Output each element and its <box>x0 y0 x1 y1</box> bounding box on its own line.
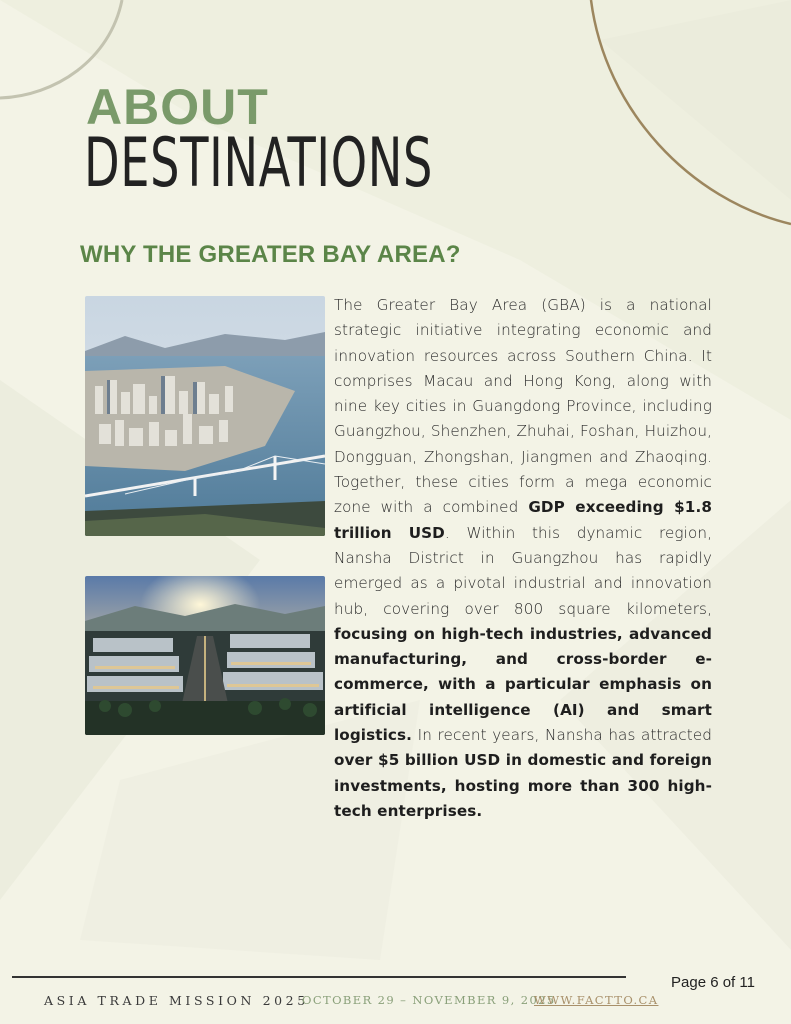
body-paragraph <box>334 293 712 824</box>
body-highlight-industries: focusing on high-tech industries, advanced manufacturing, and cross-border e-commerce, with a particular emphasis on artificial intelligence (AI) and smart logistics. <box>334 624 712 745</box>
footer-dates: OCTOBER 29 – NOVEMBER 9, 2025 <box>302 993 556 1007</box>
body-highlight-gdp: GDP exceeding $1.8 trillion USD <box>334 498 712 542</box>
body-highlight-investments: over $5 billion USD in domestic and foreign investments, hosting more than 300 high-tech enterprises. <box>334 751 712 820</box>
body-text-3: In recent years, Nansha has attracted <box>412 726 712 745</box>
footer-divider <box>12 976 626 978</box>
title-about: ABOUT <box>86 79 269 135</box>
decorative-arc-top-right <box>560 0 791 230</box>
nansha-district-photo <box>85 576 325 735</box>
title-destinations: DESTINATIONS <box>84 124 434 203</box>
city-skyline-bridge-photo <box>85 296 325 536</box>
footer-event-name: ASIA TRADE MISSION 2025 <box>44 993 309 1008</box>
page-number: Page 6 of 11 <box>671 974 755 991</box>
body-text-2: . Within this dynamic region, Nansha District in Guangzhou has rapidly emerged as a pivotal industrial and innovation hub, covering over 800 square kilometers, <box>334 523 713 618</box>
section-heading: WHY THE GREATER BAY AREA? <box>80 241 461 268</box>
footer-website-link[interactable]: WWW.FACTTO.CA <box>534 993 659 1007</box>
body-text-1: The Greater Bay Area (GBA) is a national strategic initiative integrating economic and innovation resources across Southern China. It comprises Macau and Hong Kong, along with nine key cities in Guangdong Province, including Guangzhou, Shenzhen, Zhuhai, Foshan, Huizhou, Dongguan, Zhongshan, Jiangmen and Zhaoqing. Together, these cities form a mega economic zone with a combined <box>334 296 712 517</box>
